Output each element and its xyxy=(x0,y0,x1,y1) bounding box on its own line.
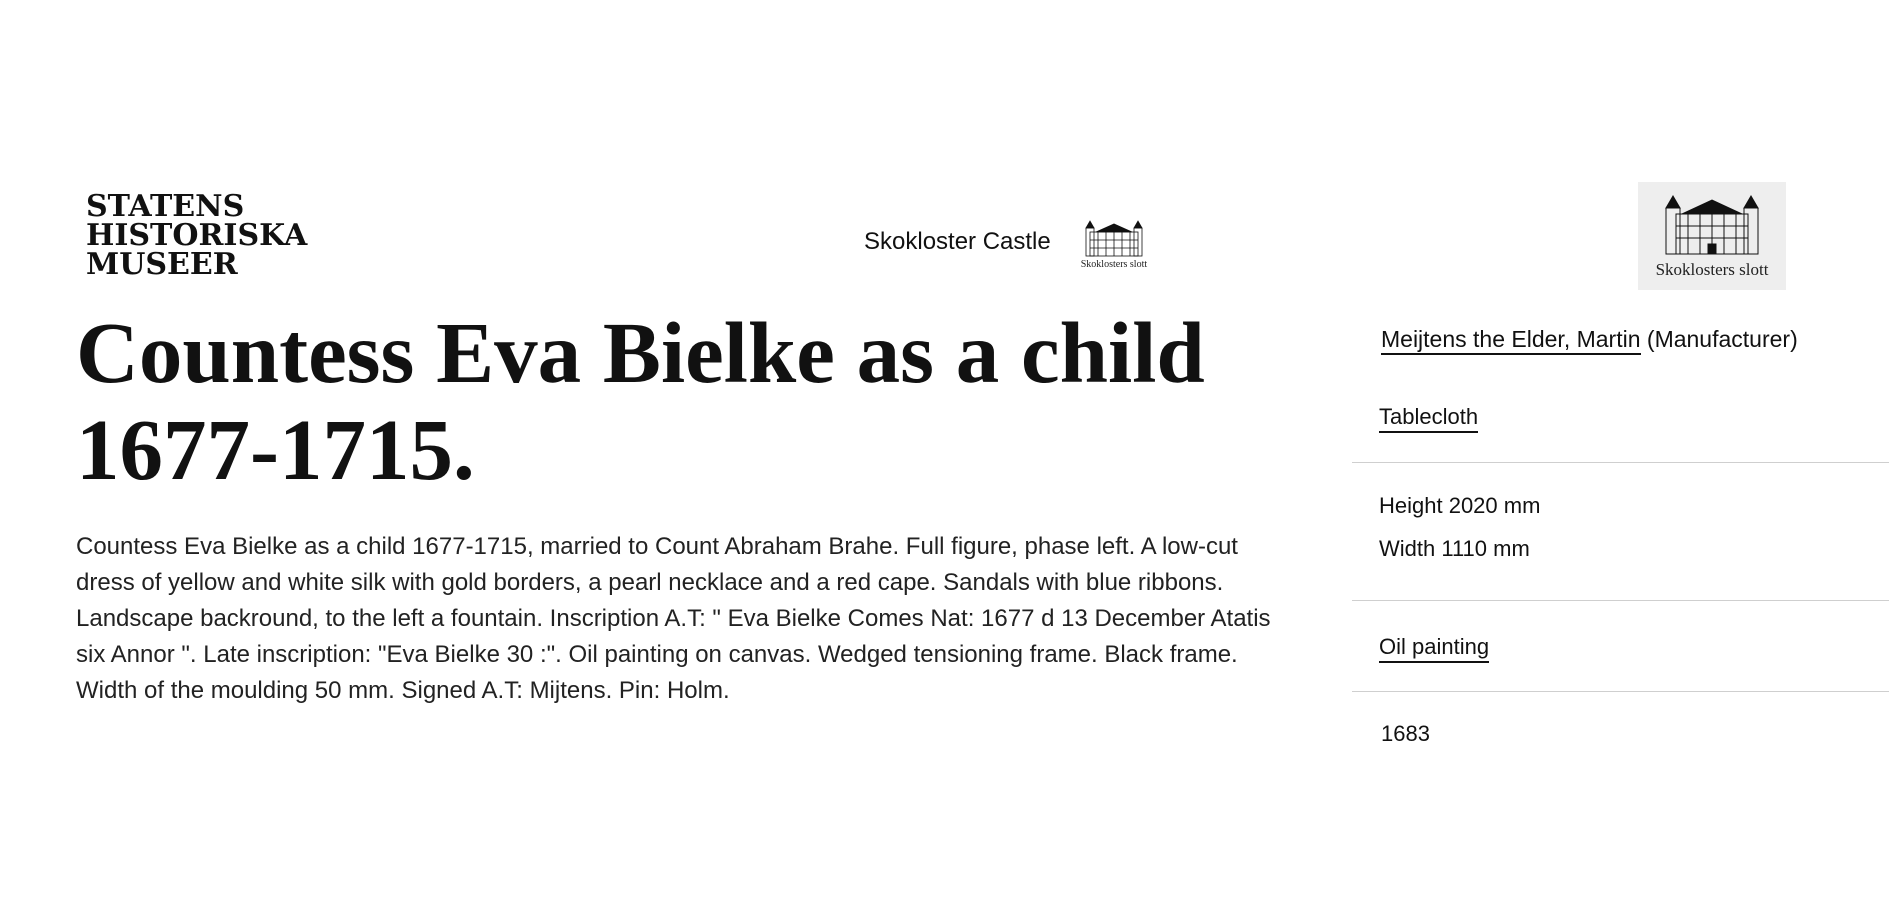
castle-header-link[interactable] xyxy=(864,214,1147,270)
castle-logo-badge[interactable] xyxy=(1638,182,1786,290)
year-value: 1683 xyxy=(1381,721,1430,746)
museum-logo-line: MUSEER xyxy=(86,247,238,282)
object-title: Countess Eva Bielke as a child 1677-1715. xyxy=(76,304,1205,498)
castle-icon xyxy=(1084,218,1144,258)
castle-small-logo-text: Skoklosters slott xyxy=(1080,259,1148,270)
maker-link[interactable]: Meijtens the Elder, Martin xyxy=(1381,326,1641,355)
museum-logo-line: HISTORISKA xyxy=(86,218,308,253)
object-description: Countess Eva Bielke as a child 1677-1715, married to Count Abraham Brahe. Full figure, phase left. A low-cut dress of yellow and white silk with gold borders, a pearl necklace and a red cape. Sandals with blue ribbons. Landscape backround, to the left a fountain. Inscription A.T: " Eva Bielke Comes Nat: 1677 d 13 December Atatis six Annor ". Late inscription: "Eva Bielke 30 :". Oil painting on canvas. Wedged tensioning frame. Black frame. Width of the moulding 50 mm. Signed A.T: Mijtens. Pin: Holm. xyxy=(76,533,1271,704)
divider xyxy=(1352,462,1889,463)
maker-role: (Manufacturer) xyxy=(1646,326,1798,352)
category-link[interactable]: Tablecloth xyxy=(1379,404,1478,433)
castle-icon xyxy=(1664,192,1760,256)
castle-name: Skokloster Castle xyxy=(864,228,1051,255)
divider xyxy=(1352,691,1889,692)
maker-row xyxy=(1381,326,1798,353)
technique-link[interactable]: Oil painting xyxy=(1379,634,1489,663)
castle-small-logo xyxy=(1081,218,1147,270)
width-value: Width 1110 mm xyxy=(1379,536,1530,561)
height-value: Height 2020 mm xyxy=(1379,493,1541,518)
museum-logo[interactable] xyxy=(86,189,308,282)
castle-logo-badge-text: Skoklosters slott xyxy=(1655,260,1769,279)
museum-logo-line: STATENS xyxy=(86,189,245,224)
divider xyxy=(1352,600,1889,601)
